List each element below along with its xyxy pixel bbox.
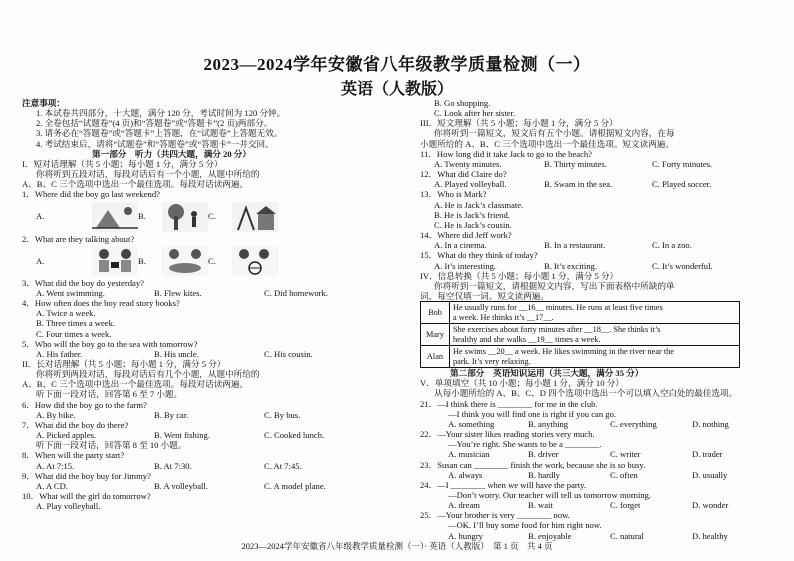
- section5-desc: 从每小题所给的 A、B、C、D 四个选项中选出一个可以填入空白处的最佳选项。: [434, 388, 738, 399]
- option-b: B. Went fishing.: [154, 430, 210, 441]
- table-line: park. It’s very relaxing.: [453, 356, 531, 366]
- option-a: A. musician: [448, 449, 490, 460]
- question-22: 22．—Your sister likes reading stories very much.: [420, 429, 595, 440]
- option-a: A. hungry: [448, 530, 483, 541]
- q2-pictures: [22, 244, 397, 278]
- table-line: He usually runs for __16__ minutes. He runs at least five times: [453, 303, 663, 313]
- q23-options: [420, 470, 778, 480]
- question-13: 13．Who is Mark?: [420, 189, 487, 200]
- option-c: C. Look after her sister.: [434, 108, 516, 119]
- q6-options: [22, 410, 397, 420]
- option-c: C. often: [610, 469, 638, 480]
- table-content-cell: [450, 346, 740, 368]
- q12-options: [420, 179, 778, 189]
- option-b: B. driver: [528, 449, 559, 460]
- option-b: B. It’s exciting.: [544, 260, 597, 271]
- note-item: 4. 考试结束后，请将“试题卷”和“答题卷”或“答题卡”一并交回。: [36, 138, 274, 149]
- option-a: A. He is Jack’s classmate.: [434, 199, 524, 210]
- q3-options: [22, 288, 397, 298]
- option-a: A. Twenty minutes.: [434, 158, 502, 169]
- question-22-reply: —You’re right. She wants to be a ________.: [448, 439, 602, 450]
- section2-title: II．长对话理解（共 5 小题；每小题 1 分，满分 5 分）: [22, 358, 226, 369]
- question-25: 25．—Your brother is very ________ now.: [420, 510, 570, 521]
- question-25-reply: —OK. I’ll buy some food for him right now.: [448, 520, 602, 531]
- q14-options: [420, 240, 778, 250]
- question-5: 5．Who will the boy go to the sea with tomorrow?: [22, 338, 198, 349]
- section1-desc: 你将听到五段对话，每段对话后有一个小题，从题中所给的: [36, 169, 260, 180]
- q22-options: [420, 449, 778, 459]
- option-b: B. He is Jack’s friend.: [434, 209, 510, 220]
- option-c: C. It’s wonderful.: [652, 260, 713, 271]
- question-3: 3．What did the boy do yesterday?: [22, 277, 144, 288]
- option-b: B. Thirty minutes.: [544, 158, 607, 169]
- section2-desc: A、B、C 三个选项中选出一个最佳选项。每段对话读两遍。: [22, 379, 249, 390]
- option-c: C. forget: [610, 500, 641, 511]
- option-c: C. Played soccer.: [652, 179, 712, 190]
- info-table: [420, 301, 740, 368]
- sports-picture: [232, 246, 278, 276]
- option-a: A. It’s interesting.: [434, 260, 497, 271]
- option-a: A. In a cinema.: [434, 240, 487, 251]
- note-item: 1. 本试卷共四部分，十大题，满分 120 分，考试时间为 120 分钟。: [36, 108, 286, 119]
- option-a-label: A.: [36, 255, 45, 266]
- left-column: [22, 98, 397, 511]
- option-d: D. usually: [692, 469, 728, 480]
- reading-picture: [92, 246, 138, 276]
- question-23: 23．Susan can ________ finish the work, because she is so busy.: [420, 459, 646, 470]
- table-name-cell: Bob: [421, 302, 450, 324]
- beach-picture: [92, 202, 138, 232]
- question-1: 1．Where did the boy go last weekend?: [22, 189, 160, 200]
- park-picture: [162, 202, 208, 232]
- option-a: A. something: [448, 418, 495, 429]
- option-b: B. enjoyable: [528, 530, 572, 541]
- option-c: C. At 7:45.: [264, 460, 302, 471]
- option-b: B. Go shopping.: [434, 98, 491, 108]
- section3-desc: 你将听到一篇短文，短文后有五个小题。请根据短文内容，在每: [434, 128, 675, 139]
- option-b-label: B.: [138, 255, 146, 266]
- note-item: 3. 请务必在“答题卷”或“答题卡”上答题，在“试题卷”上答题无效。: [36, 128, 283, 139]
- table-row: [421, 302, 740, 324]
- right-column: [420, 98, 778, 541]
- section4-desc: 你将听到一篇短文，请根据短文内容，写出下面表格中所缺的单: [434, 280, 675, 291]
- table-row: [421, 324, 740, 346]
- option-a: A. Picked apples.: [36, 430, 97, 441]
- question-24-reply: —Don’t worry. Our teacher will tell us tomorrow morning.: [448, 490, 652, 500]
- playground-picture: [232, 202, 278, 232]
- section1-desc: A、B、C 三个选项中选出一个最佳选项。每段对话读两遍。: [22, 179, 249, 190]
- question-21: 21．—I think there is ________ for me in the club.: [420, 398, 598, 409]
- option-d: D. trader: [692, 449, 723, 460]
- question-7: 7．What did the boy do there?: [22, 419, 129, 430]
- question-4: 4．How often does the boy read story books?: [22, 298, 180, 309]
- q7-options: [22, 430, 397, 440]
- section1-title: I．短对话理解（共 5 小题；每小题 1 分，满分 5 分）: [22, 158, 223, 169]
- option-a: A. Went swimming.: [36, 287, 105, 298]
- option-a: A. His father.: [36, 348, 83, 359]
- q8-options: [22, 461, 397, 471]
- option-d: D. wonder: [692, 500, 729, 511]
- option-a: A. At 7:15.: [36, 460, 75, 471]
- option-b: B. Flew kites.: [154, 287, 202, 298]
- option-b: B. Swam in the sea.: [544, 179, 613, 190]
- option-c: C. In a zoo.: [652, 240, 692, 251]
- option-c: C. everything: [610, 418, 657, 429]
- note-item: 2. 全卷包括“试题卷”(4 页)和“答题卷”或“答题卡”(2 页)两部分。: [36, 118, 273, 129]
- question-24: 24．—I ________ when we will have the party.: [420, 479, 587, 490]
- notes-heading: 注意事项：: [22, 98, 65, 108]
- option-b: B. By car.: [154, 409, 189, 420]
- option-b: B. hardly: [528, 469, 560, 480]
- option-b: B. Three times a week.: [36, 318, 116, 329]
- page-footer: 2023—2024学年安徽省八年级教学质量检测（一）· 英语（人教版） 第 1 页 共 4 页: [241, 541, 553, 551]
- question-6: 6．How did the boy go to the farm?: [22, 399, 147, 410]
- section3-desc: 小题所给的 A、B、C 三个选项中选出一个最佳选项。短文读两遍。: [420, 138, 674, 149]
- exam-subtitle: 英语（人教版）: [340, 81, 453, 98]
- section5-title: V．单项填空（共 10 小题；每小题 1 分，满分 10 分）: [420, 378, 624, 389]
- option-c: C. writer: [610, 449, 641, 460]
- option-c: C. By bus.: [264, 409, 301, 420]
- part2-heading: 第二部分 英语知识运用（共三大题，满分 35 分）: [450, 368, 644, 379]
- option-a: A. By bike.: [36, 409, 76, 420]
- option-b: B. wait: [528, 500, 553, 511]
- q5-options: [22, 349, 397, 359]
- table-row: [421, 346, 740, 368]
- option-b: B. His uncle.: [154, 348, 199, 359]
- option-c: C. natural: [610, 530, 644, 541]
- option-a: A. Twice a week.: [36, 308, 96, 319]
- q24-options: [420, 500, 778, 510]
- q11-options: [420, 159, 778, 169]
- section3-title: III．短文理解（共 5 小题；每小题 1 分，满分 5 分）: [420, 118, 618, 129]
- option-b-label: B.: [138, 211, 146, 222]
- option-c: C. Did homework.: [264, 287, 328, 298]
- question-11: 11．How long did it take Jack to go to the beach?: [420, 148, 592, 159]
- option-a: A. always: [448, 469, 483, 480]
- option-a: A. Played volleyball.: [434, 179, 507, 190]
- part1-heading: 第一部分 听力（共四大题，满分 20 分）: [92, 148, 251, 159]
- q1-pictures: [22, 200, 397, 234]
- question-2: 2．What are they talking about?: [22, 233, 135, 244]
- question-12: 12．What did Claire do?: [420, 169, 507, 180]
- option-a: A. Play volleyball.: [36, 501, 101, 512]
- option-c: C. Four times a week.: [36, 328, 112, 339]
- option-c: C. He is Jack’s cousin.: [434, 219, 512, 230]
- option-d: D. healthy: [692, 530, 728, 541]
- option-d: D. nothing: [692, 418, 729, 429]
- table-line: She exercises about forty minutes after __18__. She thinks it’s: [453, 325, 661, 335]
- dialogue-instruction: 听下面一段对话，回答第 6 至 7 小题。: [36, 389, 183, 400]
- q15-options: [420, 261, 778, 271]
- section2-desc: 你将听到两段对话，每段对话后有几个小题，从题中所给的: [36, 369, 260, 380]
- question-9: 9．What did the boy buy for Jimmy?: [22, 470, 151, 481]
- section4-desc: 词，每空仅填一词。短文读两遍。: [420, 290, 549, 301]
- table-line: a week. He thinks it’s __17__.: [453, 312, 554, 322]
- table-line: He swims __20__ a week. He likes swimming in the river near the: [453, 347, 674, 357]
- question-10: 10．What will the girl do tomorrow?: [22, 491, 151, 501]
- option-b: B. In a restaurant.: [544, 240, 606, 251]
- option-a: A. A CD.: [36, 480, 68, 491]
- table-name-cell: Mary: [421, 324, 450, 346]
- table-content-cell: [450, 302, 740, 324]
- section4-title: IV．信息转换（共 5 小题；每小题 1 分，满分 5 分）: [420, 270, 619, 281]
- dialogue-instruction: 听下面一段对话，回答第 8 至 10 小题。: [36, 440, 187, 451]
- option-c: C. His cousin.: [264, 348, 313, 359]
- question-15: 15．What do they think of today?: [420, 250, 538, 261]
- option-c: C. Cooked lunch.: [264, 430, 325, 441]
- q9-options: [22, 481, 397, 491]
- option-b: B. A volleyball.: [154, 480, 208, 491]
- question-14: 14．Where did Jeff work?: [420, 230, 512, 241]
- option-c: C. A model plane.: [264, 480, 326, 491]
- table-line: healthy and she walks __19__ times a week.: [453, 334, 601, 344]
- table-name-cell: Alan: [421, 346, 450, 368]
- food-picture: [162, 246, 208, 276]
- q21-options: [420, 419, 778, 429]
- option-b: B. anything: [528, 418, 569, 429]
- option-c-label: C.: [208, 255, 216, 266]
- table-content-cell: [450, 324, 740, 346]
- option-a-label: A.: [36, 211, 45, 222]
- exam-title: 2023—2024学年安徽省八年级教学质量检测（一）: [203, 55, 591, 74]
- option-b: B. At 7:30.: [154, 460, 192, 471]
- question-21-reply: —I think you will find one is right if you can go.: [448, 408, 617, 419]
- option-a: A. dream: [448, 500, 480, 511]
- question-8: 8．When will the party start?: [22, 450, 125, 461]
- option-c: C. Forty minutes.: [652, 158, 713, 169]
- option-c-label: C.: [208, 211, 216, 222]
